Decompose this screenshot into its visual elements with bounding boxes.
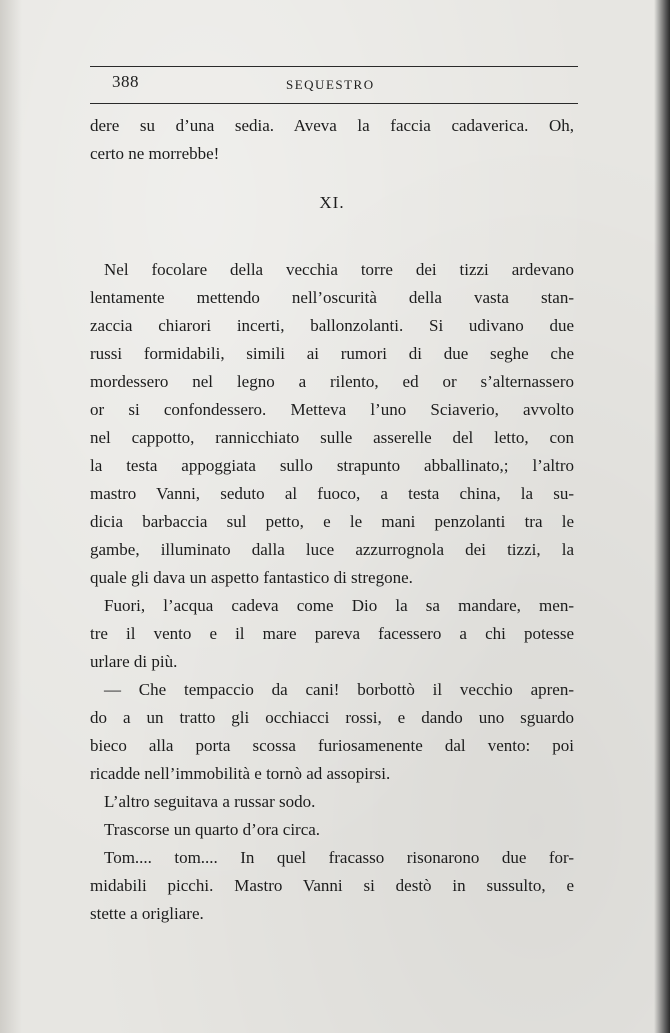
- paragraph: [90, 592, 574, 676]
- text-line: Nel focolare della vecchia torre dei tizzi ardevano: [104, 260, 574, 279]
- text-line: lentamente mettendo nell’oscurità della vasta stan-: [90, 288, 574, 307]
- text-line: dere su d’una sedia. Aveva la faccia cadaverica. Oh,: [90, 116, 574, 135]
- text-line: L’altro seguitava a russar sodo.: [104, 792, 316, 811]
- text-line: mastro Vanni, seduto al fuoco, a testa china, la su-: [90, 484, 574, 503]
- header-rule-bottom: [90, 103, 578, 104]
- text-line: bieco alla porta scossa furiosamenente dal vento: poi: [90, 736, 574, 755]
- text-line: Fuori, l’acqua cadeva come Dio la sa mandare, men-: [104, 596, 574, 615]
- running-title: SEQUESTRO: [286, 77, 375, 92]
- text-line: stette a origliare.: [90, 904, 204, 923]
- spacer: [90, 238, 574, 256]
- paragraph: [90, 844, 574, 928]
- text-line: nel cappotto, rannicchiato sulle asserelle del letto, con: [90, 428, 574, 447]
- text-line: do a un tratto gli occhiacci rossi, e dando uno sguardo: [90, 708, 574, 727]
- paragraph: [90, 256, 574, 592]
- text-line: dicia barbaccia sul petto, e le mani penzolanti tra le: [90, 512, 574, 531]
- text-line: quale gli dava un aspetto fantastico di stregone.: [90, 568, 413, 587]
- paragraph: [90, 788, 574, 816]
- header-rule-top: [90, 66, 578, 67]
- text-line: ricadde nell’immobilità e tornò ad assopirsi.: [90, 764, 391, 783]
- text-line: Tom.... tom.... In quel fracasso risonarono due for-: [104, 848, 574, 867]
- text-line: tre il vento e il mare pareva facessero a chi potesse: [90, 624, 574, 643]
- page-left-shadow: [0, 0, 22, 1033]
- page-right-binding-shadow: [654, 0, 670, 1033]
- text-line: zaccia chiarori incerti, ballonzolanti. Si udivano due: [90, 316, 574, 335]
- text-line: mordessero nel legno a rilento, ed or s’alternassero: [90, 372, 574, 391]
- text-line: la testa appoggiata sullo strapunto abballinato,; l’altro: [90, 456, 574, 475]
- text-line: or si confondessero. Metteva l’uno Sciaverio, avvolto: [90, 400, 574, 419]
- text-line: gambe, illuminato dalla luce azzurrognola dei tizzi, la: [90, 540, 574, 559]
- text-line: urlare di più.: [90, 652, 178, 671]
- body-text: [90, 112, 574, 928]
- running-header: [90, 66, 578, 108]
- text-line: midabili picchi. Mastro Vanni si destò in sussulto, e: [90, 876, 574, 895]
- carryover-paragraph: [90, 112, 574, 168]
- page-number: 388: [112, 72, 139, 91]
- text-line: certo ne morrebbe!: [90, 144, 220, 163]
- text-line: russi formidabili, simili ai rumori di due seghe che: [90, 344, 574, 363]
- chapter-heading: XI.: [319, 193, 345, 212]
- paragraph: [90, 676, 574, 788]
- text-line: — Che tempaccio da cani! borbottò il vecchio apren-: [104, 680, 574, 699]
- text-line: Trascorse un quarto d’ora circa.: [104, 820, 321, 839]
- paragraph: [90, 816, 574, 844]
